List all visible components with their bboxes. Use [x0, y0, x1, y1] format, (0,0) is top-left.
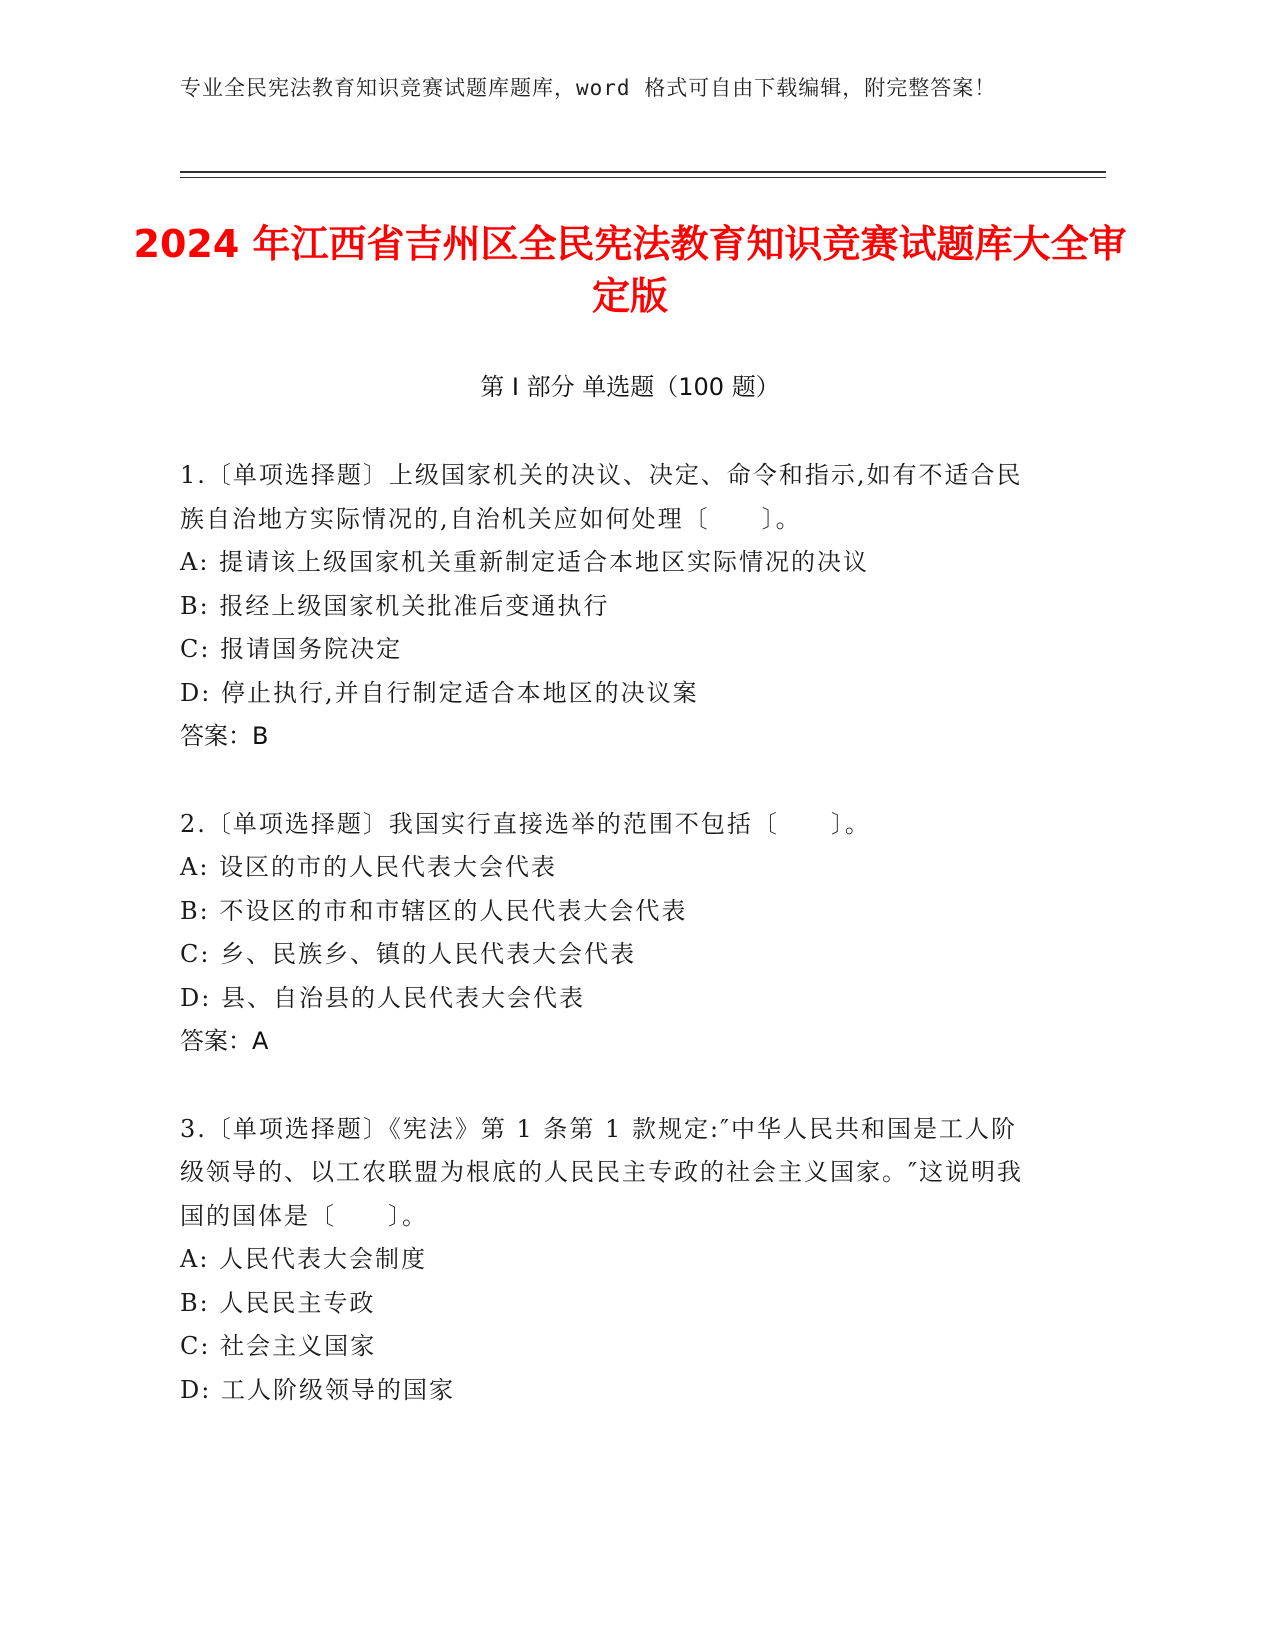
question-spacer [180, 1064, 1040, 1108]
question-stem: 1.〔单项选择题〕上级国家机关的决议、决定、命令和指示,如有不适合民族自治地方实际情况的,自治机关应如何处理〔 〕。 [180, 461, 1023, 533]
option-a: A: 设区的市的人民代表大会代表 [180, 853, 558, 881]
option-a: A: 人民代表大会制度 [180, 1245, 428, 1273]
option-d: D: 停止执行,并自行制定适合本地区的决议案 [180, 678, 699, 707]
question-list [180, 454, 1040, 1412]
header-note: 专业全民宪法教育知识竞赛试题库题库，word 格式可自由下载编辑，附完整答案！ [180, 76, 997, 100]
document-title: 2024 年江西省吉州区全民宪法教育知识竞赛试题库大全审定版 [133, 222, 1127, 318]
answer: 答案：B [180, 722, 269, 750]
option-c: C: 乡、民族乡、镇的人民代表大会代表 [180, 940, 637, 968]
option-d: D: 工人阶级领导的国家 [180, 1375, 455, 1404]
option-d: D: 县、自治县的人民代表大会代表 [180, 983, 585, 1012]
option-b: B: 报经上级国家机关批准后变通执行 [180, 591, 610, 620]
option-b: B: 不设区的市和市辖区的人民代表大会代表 [180, 896, 688, 925]
option-a: A: 提请该上级国家机关重新制定适合本地区实际情况的决议 [180, 548, 870, 576]
option-c: C: 报请国务院决定 [180, 635, 403, 663]
option-b: B: 人民民主专政 [180, 1288, 376, 1317]
question-1 [180, 454, 1040, 759]
header-rule-thick [180, 171, 1106, 173]
question-stem: 2.〔单项选择题〕我国实行直接选举的范围不包括〔 〕。 [180, 809, 871, 838]
answer: 答案：A [180, 1027, 269, 1055]
section-title: 第 I 部分 单选题（100 题） [480, 373, 780, 401]
question-2 [180, 803, 1040, 1064]
header-rule-thin [180, 177, 1106, 178]
option-c: C: 社会主义国家 [180, 1332, 377, 1360]
question-stem: 3.〔单项选择题〕《宪法》第 1 条第 1 款规定:″中华人民共和国是工人阶级领导的、以工农联盟为根底的人民民主专政的社会主义国家。″这说明我国的国体是〔 〕。 [180, 1114, 1023, 1230]
question-spacer [180, 759, 1040, 803]
question-3 [180, 1108, 1040, 1413]
